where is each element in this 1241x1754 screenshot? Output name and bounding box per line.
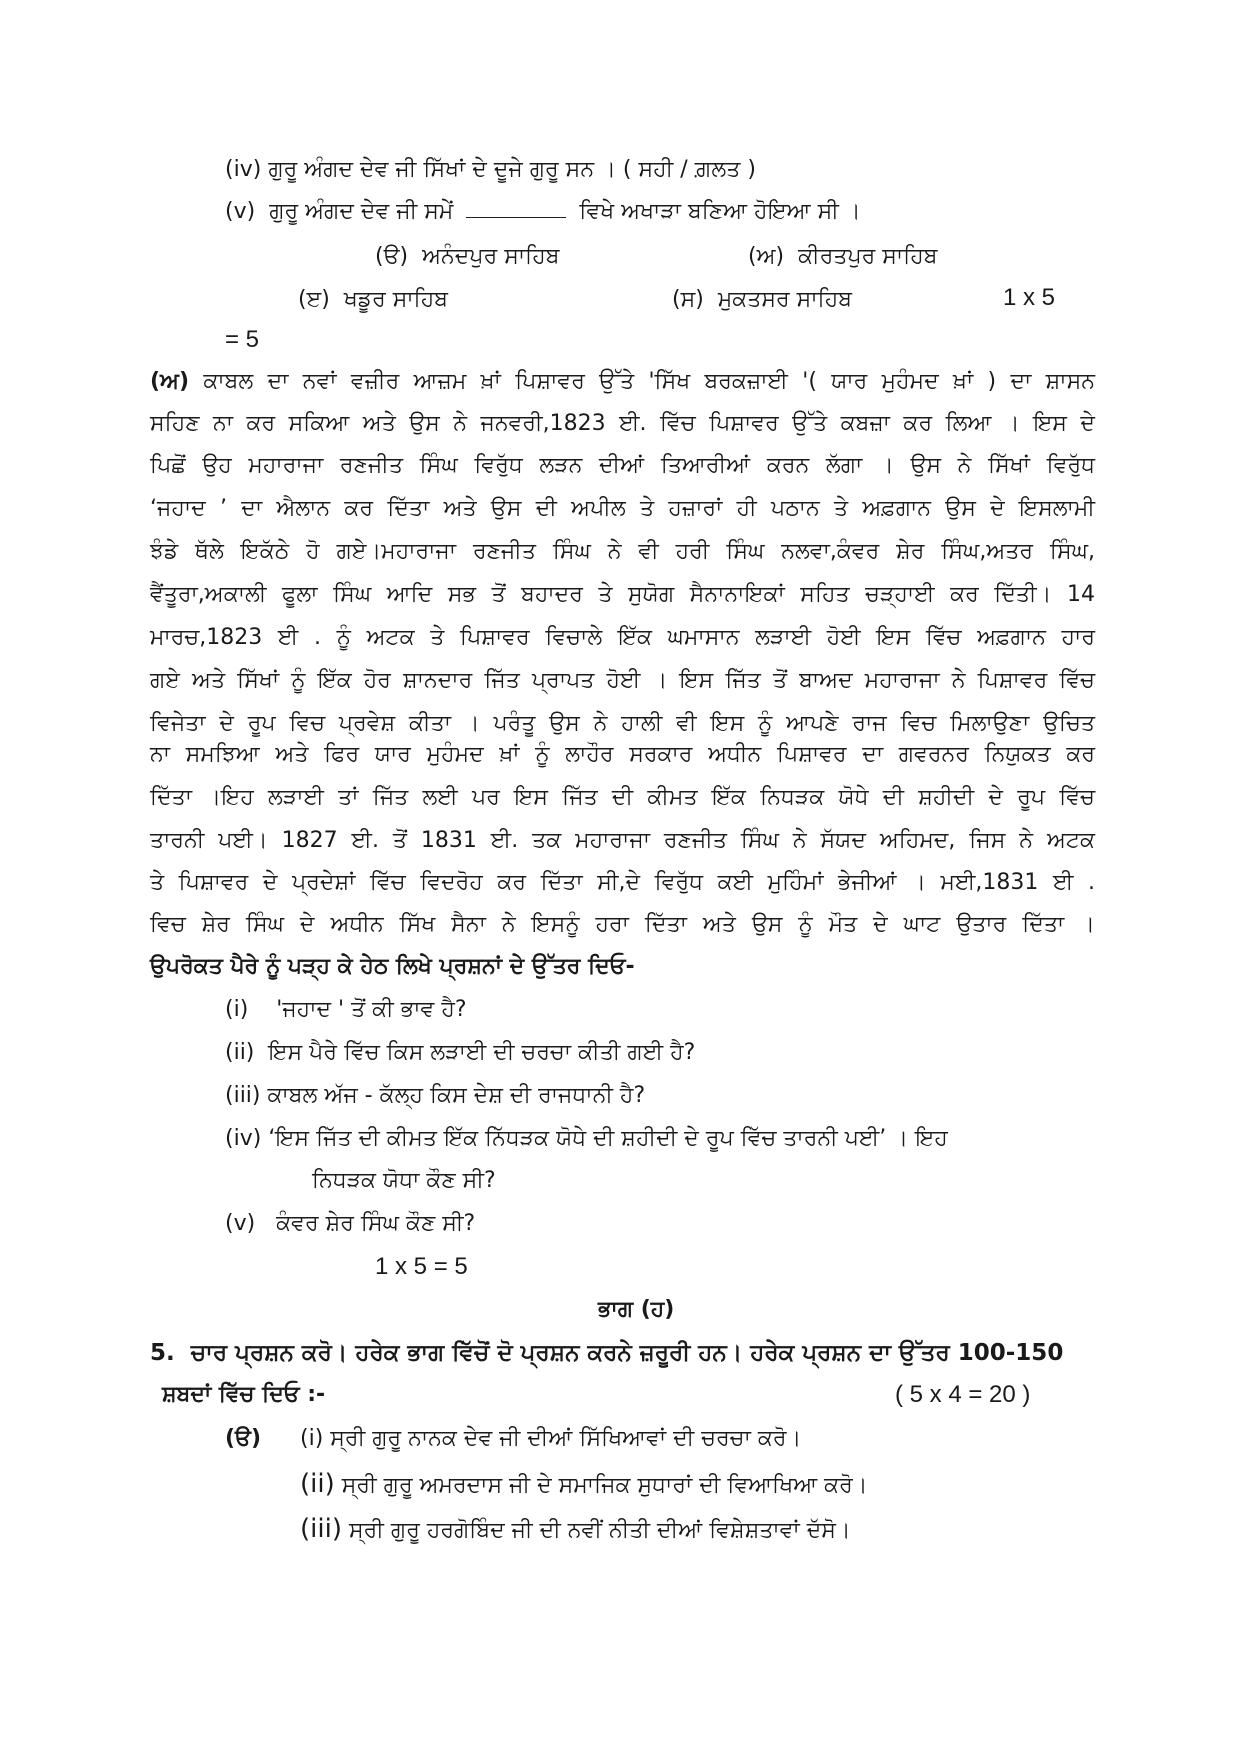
item-number: (i) (300, 1426, 324, 1451)
passage-question-ii (225, 1038, 695, 1068)
passage-line-1 (150, 367, 1095, 397)
question-number: (iii) (225, 1083, 261, 1108)
question-number: (ii) (225, 1040, 255, 1065)
passage-question-i (225, 995, 467, 1025)
option-c (298, 285, 448, 315)
question-text-after: ਵਿਖੇ ਅਖਾੜਾ ਬਣਿਆ ਹੋਇਆ ਸੀ । (579, 199, 861, 224)
section-title: ਭਾਗ (ਹ) (598, 1297, 675, 1322)
passage-question-v (225, 1209, 475, 1239)
option-label: (ਅ) (748, 244, 785, 269)
fill-in-blank (466, 199, 566, 218)
question-text: ਕੰਵਰ ਸ਼ੇਰ ਸਿੰਘ ਕੌਣ ਸੀ? (276, 1211, 476, 1236)
item-text: ਸ੍ਰੀ ਗੁਰੂ ਹਰਗੋਬਿੰਦ ਜੀ ਦੀ ਨਵੀਂ ਨੀਤੀ ਦੀਆਂ ਵਿਸ਼ੇਸ਼ਤਾਵਾਂ ਦੱਸੋ। (348, 1518, 851, 1543)
passage-question-iv (225, 1124, 948, 1154)
question-text: 'ਜਹਾਦ ' ਤੋਂ ਕੀ ਭਾਵ ਹੈ? (276, 997, 467, 1022)
section-item-ii (300, 1469, 868, 1501)
section-marks: ( 5 x 4 = 20 ) (895, 1381, 1031, 1408)
question-number: (iv) (225, 1126, 262, 1151)
mcq-question-iv (225, 155, 756, 185)
passage-line-5: ਝੰਡੇ ਥੱਲੇ ਇਕੱਠੇ ਹੋ ਗਏ।ਮਹਾਰਾਜਾ ਰਣਜੀਤ ਸਿੰਘ ਨੇ ਵੀ ਹਰੀ ਸਿੰਘ ਨਲਵਾ,ਕੰਵਰ ਸ਼ੇਰ ਸਿੰਘ,ਅਤਰ ਸਿੰਘ, (150, 539, 1095, 564)
passage-line-2: ਸਹਿਣ ਨਾ ਕਰ ਸਕਿਆ ਅਤੇ ਉਸ ਨੇ ਜਨਵਰੀ,1823 ਈ. ਵਿੱਚ ਪਿਸ਼ਾਵਰ ਉੱਤੇ ਕਬਜ਼ਾ ਕਰ ਲਿਆ । ਇਸ ਦੇ (150, 411, 1095, 436)
question-number: 5. (150, 1340, 175, 1366)
question-number: (v) (225, 199, 256, 224)
mcq-marks-part2: = 5 (225, 326, 260, 353)
passage-text: ਕਾਬਲ ਦਾ ਨਵਾਂ ਵਜ਼ੀਰ ਆਜ਼ਮ ਖ਼ਾਂ ਪਿਸ਼ਾਵਰ ਉੱਤੇ 'ਸਿੱਖ ਬਰਕਜ਼ਾਈ '( ਯਾਰ ਮੁਹੰਮਦ ਖ਼ਾਂ ) ਦਾ ਸ਼ਾਸਨ (203, 369, 1095, 394)
option-text: ਮੁਕਤਸਰ ਸਾਹਿਬ (717, 287, 852, 312)
question-number: (i) (225, 997, 249, 1022)
passage-line-3: ਪਿਛੋਂ ਉਹ ਮਹਾਰਾਜਾ ਰਣਜੀਤ ਸਿੰਘ ਵਿਰੁੱਧ ਲੜਨ ਦੀਆਂ ਤਿਆਰੀਆਂ ਕਰਨ ਲੱਗਾ । ਉਸ ਨੇ ਸਿੱਖਾਂ ਵਿਰੁੱਧ (150, 453, 1095, 478)
section-item-i (300, 1424, 801, 1454)
passage-line-11: ਦਿੱਤਾ ।ਇਹ ਲੜਾਈ ਤਾਂ ਜਿੱਤ ਲਈ ਪਰ ਇਸ ਜਿੱਤ ਦੀ ਕੀਮਤ ਇੱਕ ਨਿਧੜਕ ਯੋਧੇ ਦੀ ਸ਼ਹੀਦੀ ਦੇ ਰੂਪ ਵਿੱਚ (150, 785, 1095, 810)
question-text-before: ਗੁਰੂ ਅੰਗਦ ਦੇਵ ਜੀ ਸਮੇਂ (269, 199, 454, 224)
item-text: ਸ੍ਰੀ ਗੁਰੂ ਨਾਨਕ ਦੇਵ ਜੀ ਦੀਆਂ ਸਿੱਖਿਆਵਾਂ ਦੀ ਚਰਚਾ ਕਰੋ। (330, 1426, 802, 1451)
item-number: (iii) (300, 1514, 342, 1544)
question-text: ਕਾਬਲ ਅੱਜ - ਕੱਲ੍ਹ ਕਿਸ ਦੇਸ਼ ਦੀ ਰਾਜਧਾਨੀ ਹੈ? (267, 1083, 646, 1108)
option-label: (ੲ) (298, 287, 330, 312)
option-d (672, 285, 852, 315)
option-label: (ਸ) (672, 287, 704, 312)
option-a (375, 242, 559, 272)
passage-instruction: ਉਪਰੋਕਤ ਪੈਰੇ ਨੂੰ ਪੜ੍ਹ ਕੇ ਹੇਠ ਲਿਖੇ ਪ੍ਰਸ਼ਨਾਂ ਦੇ ਉੱਤਰ ਦਿਓ- (150, 954, 635, 979)
question-number: (v) (225, 1211, 256, 1236)
mcq-question-v (225, 197, 861, 227)
passage-line-13: ਤੇ ਪਿਸ਼ਾਵਰ ਦੇ ਪ੍ਰਦੇਸ਼ਾਂ ਵਿੱਚ ਵਿਦਰੋਹ ਕਰ ਦਿੱਤਾ ਸੀ,ਦੇ ਵਿਰੁੱਧ ਕਈ ਮੁਹਿੰਮਾਂ ਭੇਜੀਆਂ । ਮਈ,1831 ਈ . (150, 870, 1095, 895)
question-text: ਚਾਰ ਪ੍ਰਸ਼ਨ ਕਰੋ। ਹਰੇਕ ਭਾਗ ਵਿੱਚੋਂ ਦੋ ਪ੍ਰਸ਼ਨ ਕਰਨੇ ਜ਼ਰੂਰੀ ਹਨ। ਹਰੇਕ ਪ੍ਰਸ਼ਨ ਦਾ ਉੱਤਰ 100-150 (190, 1340, 1064, 1366)
question-text: ਇਸ ਪੈਰੇ ਵਿੱਚ ਕਿਸ ਲੜਾਈ ਦੀ ਚਰਚਾ ਕੀਤੀ ਗਈ ਹੈ? (268, 1040, 696, 1065)
passage-line-12: ਤਾਰਨੀ ਪਈ। 1827 ਈ. ਤੋਂ 1831 ਈ. ਤਕ ਮਹਾਰਾਜਾ ਰਣਜੀਤ ਸਿੰਘ ਨੇ ਸੱਯਦ ਅਹਿਮਦ, ਜਿਸ ਨੇ ਅਟਕ (150, 828, 1095, 853)
question-number: (iv) (225, 157, 262, 182)
passage-question-iii (225, 1081, 645, 1111)
section-question-line-2: ਸ਼ਬਦਾਂ ਵਿੱਚ ਦਿਓ :- (162, 1382, 326, 1407)
mcq-marks-part1: 1 x 5 (1003, 284, 1056, 311)
option-text: ਖਡੂਰ ਸਾਹਿਬ (343, 287, 448, 312)
option-label: (ੳ) (375, 244, 409, 269)
option-text: ਅਨੰਦਪੁਰ ਸਾਹਿਬ (422, 244, 560, 269)
passage-line-10: ਨਾ ਸਮਝਿਆ ਅਤੇ ਫਿਰ ਯਾਰ ਮੁਹੰਮਦ ਖ਼ਾਂ ਨੂੰ ਲਾਹੌਰ ਸਰਕਾਰ ਅਧੀਨ ਪਿਸ਼ਾਵਰ ਦਾ ਗਵਰਨਰ ਨਿਯੁਕਤ ਕਰ (150, 742, 1095, 767)
passage-line-8: ਗਏ ਅਤੇ ਸਿੱਖਾਂ ਨੂੰ ਇੱਕ ਹੋਰ ਸ਼ਾਨਦਾਰ ਜਿੱਤ ਪ੍ਰਾਪਤ ਹੋਈ । ਇਸ ਜਿੱਤ ਤੋਂ ਬਾਅਦ ਮਹਾਰਾਜਾ ਨੇ ਪਿਸ਼ਾਵਰ ਵਿੱਚ (150, 668, 1095, 693)
item-number: (ii) (300, 1469, 335, 1499)
passage-line-9: ਵਿਜੇਤਾ ਦੇ ਰੂਪ ਵਿਚ ਪ੍ਰਵੇਸ਼ ਕੀਤਾ । ਪਰੰਤੂ ਉਸ ਨੇ ਹਾਲੀ ਵੀ ਇਸ ਨੂੰ ਆਪਣੇ ਰਾਜ ਵਿਚ ਮਿਲਾਉਣਾ ਉਚਿਤ (150, 711, 1095, 736)
option-text: ਕੀਰਤਪੁਰ ਸਾਹਿਬ (798, 244, 938, 269)
passage-line-14: ਵਿਚ ਸ਼ੇਰ ਸਿੰਘ ਦੇ ਅਧੀਨ ਸਿੱਖ ਸੈਨਾ ਨੇ ਇਸਨੂੰ ਹਰਾ ਦਿੱਤਾ ਅਤੇ ਉਸ ਨੂੰ ਮੌਤ ਦੇ ਘਾਟ ਉਤਾਰ ਦਿੱਤਾ । (150, 912, 1095, 937)
passage-line-4: ‘ਜਹਾਦ ’ ਦਾ ਐਲਾਨ ਕਰ ਦਿੱਤਾ ਅਤੇ ਉਸ ਦੀ ਅਪੀਲ ਤੇ ਹਜ਼ਾਰਾਂ ਹੀ ਪਠਾਨ ਤੇ ਅਫ਼ਗਾਨ ਉਸ ਦੇ ਇਸਲਾਮੀ (150, 496, 1095, 521)
passage-question-iv-continued: ਨਿਧੜਕ ਯੋਧਾ ਕੌਣ ਸੀ? (312, 1168, 496, 1193)
question-text: ‘ਇਸ ਜਿੱਤ ਦੀ ਕੀਮਤ ਇੱਕ ਨਿੱਧੜਕ ਯੋਧੇ ਦੀ ਸ਼ਹੀਦੀ ਦੇ ਰੂਪ ਵਿੱਚ ਤਾਰਨੀ ਪਈ’ । ਇਹ (268, 1126, 948, 1151)
item-text: ਸ੍ਰੀ ਗੁਰੂ ਅਮਰਦਾਸ ਜੀ ਦੇ ਸਮਾਜਿਕ ਸੁਧਾਰਾਂ ਦੀ ਵਿਆਖਿਆ ਕਰੋ। (341, 1473, 868, 1498)
section-question-line-1 (150, 1338, 1063, 1368)
question-text: ਗੁਰੂ ਅੰਗਦ ਦੇਵ ਜੀ ਸਿੱਖਾਂ ਦੇ ਦੂਜੇ ਗੁਰੂ ਸਨ । ( ਸਹੀ / ਗ਼ਲਤ ) (268, 157, 756, 182)
part-label: (ੳ) (225, 1426, 262, 1451)
section-item-iii (300, 1514, 851, 1546)
passage-marks: 1 x 5 = 5 (375, 1253, 468, 1280)
passage-label: (ਅ) (150, 369, 190, 394)
passage-line-7: ਮਾਰਚ,1823 ਈ . ਨੂੰ ਅਟਕ ਤੇ ਪਿਸ਼ਾਵਰ ਵਿਚਾਲੇ ਇੱਕ ਘਮਾਸਾਨ ਲੜਾਈ ਹੋਈ ਇਸ ਵਿੱਚ ਅਫ਼ਗਾਨ ਹਾਰ (150, 625, 1095, 650)
option-b (748, 242, 938, 272)
passage-line-6: ਵੈਂਤੂਰਾ,ਅਕਾਲੀ ਫੂਲਾ ਸਿੰਘ ਆਦਿ ਸਭ ਤੋਂ ਬਹਾਦਰ ਤੇ ਸੁਯੋਗ ਸੈਨਾਨਾਇਕਾਂ ਸਹਿਤ ਚੜ੍ਹਾਈ ਕਰ ਦਿੱਤੀ। 14 (150, 582, 1095, 607)
